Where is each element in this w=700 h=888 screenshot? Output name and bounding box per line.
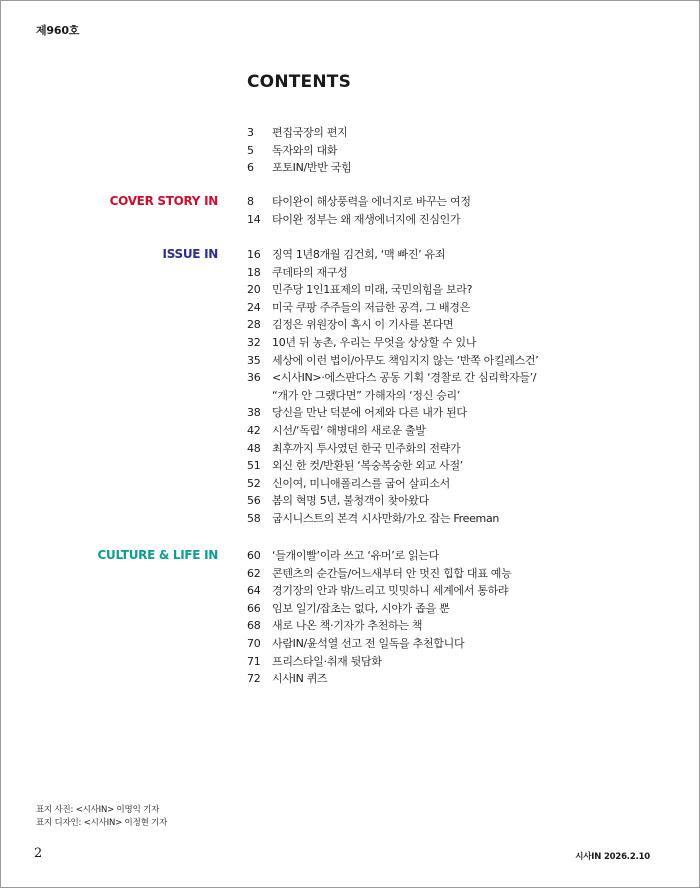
- toc-item[interactable]: [247, 670, 667, 688]
- toc-list: [247, 547, 667, 688]
- toc-page: 38: [247, 406, 261, 420]
- toc-item[interactable]: [247, 547, 667, 565]
- toc-item[interactable]: [247, 281, 667, 299]
- cover-credits: [36, 804, 167, 830]
- toc-title: 사람IN/윤석열 선고 전 일독을 추천합니다: [272, 636, 465, 650]
- toc-title: 경기장의 안과 밖/느리고 밋밋하니 세계에서 통하랴: [272, 584, 509, 598]
- section-label-issue-in: ISSUE IN: [162, 247, 218, 261]
- toc-title: 타이완이 해상풍력을 에너지로 바꾸는 여정: [272, 195, 471, 208]
- toc-page: 72: [247, 672, 261, 686]
- toc-item[interactable]: [247, 475, 667, 493]
- toc-item[interactable]: [247, 299, 667, 317]
- toc-page: 18: [247, 265, 261, 279]
- toc-title: 미국 쿠팡 주주들의 저급한 공격, 그 배경은: [272, 300, 470, 314]
- toc-page: 68: [247, 619, 261, 633]
- toc-item[interactable]: [247, 600, 667, 618]
- toc-title: 포토IN/반반 국힘: [272, 161, 352, 175]
- publication-date: 시사IN 2026.2.10: [575, 852, 650, 862]
- toc-title: 당신을 만난 덕분에 어제와 다른 내가 된다: [272, 406, 467, 420]
- toc-page: 35: [247, 353, 261, 367]
- toc-title: 임보 일기/잡초는 없다, 시야가 좁을 뿐: [272, 601, 450, 615]
- toc-item[interactable]: [247, 617, 667, 635]
- toc-title: ‘들개이빨’이라 쓰고 ‘유머’로 읽는다: [272, 549, 439, 562]
- toc-title: 굽시니스트의 본격 시사만화/가오 잡는 Freeman: [272, 511, 500, 525]
- toc-page: 51: [247, 459, 261, 473]
- toc-title: 편집국장의 편지: [272, 126, 348, 139]
- toc-item[interactable]: [247, 635, 667, 653]
- toc-title: 새로 나온 책·기자가 추천하는 책: [272, 619, 423, 633]
- toc-item[interactable]: [247, 352, 667, 370]
- issue-number: 제960호: [36, 24, 80, 37]
- toc-title: 민주당 1인1표제의 미래, 국민의힘을 보라?: [272, 283, 473, 297]
- toc-page: 6: [247, 161, 254, 175]
- toc-item[interactable]: [247, 422, 667, 440]
- toc-page: 56: [247, 494, 261, 508]
- toc-item[interactable]: [247, 264, 667, 282]
- toc-page: 64: [247, 584, 261, 598]
- toc-item[interactable]: [247, 124, 667, 142]
- toc-page: 36: [247, 371, 261, 385]
- toc-item[interactable]: [247, 582, 667, 600]
- toc-page: 62: [247, 566, 261, 580]
- toc-title: 타이완 정부는 왜 재생에너지에 진심인가: [272, 212, 461, 226]
- toc-page: 3: [247, 126, 254, 139]
- toc-page: 5: [247, 143, 254, 157]
- toc-title: 봄의 혁명 5년, 불청객이 찾아왔다: [272, 494, 429, 508]
- toc-page: 48: [247, 441, 261, 455]
- toc-page: 32: [247, 335, 261, 349]
- toc-item[interactable]: [247, 510, 667, 528]
- section-label-cover-story: COVER STORY IN: [109, 194, 218, 208]
- toc-item[interactable]: [247, 142, 667, 160]
- section-label-culture-life: CULTURE & LIFE IN: [97, 548, 218, 562]
- toc-title: 세상에 이런 법이/아무도 책임지지 않는 ‘반쪽 아킬레스건’: [272, 353, 539, 367]
- toc-page: 60: [247, 549, 261, 562]
- toc-item[interactable]: [247, 653, 667, 671]
- toc-title: 외신 한 컷/반환된 ‘복숭복숭한 외교 사절’: [272, 459, 463, 473]
- contents-title: CONTENTS: [247, 72, 352, 92]
- cover-photo-credit: 표지 사진: <시사IN> 이명익 기자: [36, 805, 160, 815]
- toc-page: 66: [247, 601, 261, 615]
- toc-title: 시선/‘독립’ 해병대의 새로운 출발: [272, 423, 426, 437]
- toc-page: 70: [247, 636, 261, 650]
- toc-title: 프리스타일·취재 뒷담화: [272, 654, 382, 668]
- toc-title: 독자와의 대화: [272, 143, 338, 157]
- toc-item[interactable]: [247, 565, 667, 583]
- toc-item[interactable]: [247, 193, 667, 211]
- toc-item[interactable]: [247, 457, 667, 475]
- toc-page: 14: [247, 212, 261, 226]
- toc-title: 시사IN 퀴즈: [272, 672, 328, 686]
- toc-page: 42: [247, 423, 261, 437]
- toc-item[interactable]: [247, 334, 667, 352]
- toc-item[interactable]: [247, 316, 667, 334]
- toc-title: 신이여, 미니애폴리스를 굽어 살피소서: [272, 476, 451, 490]
- toc-page: 8: [247, 195, 254, 208]
- page-number: 2: [34, 846, 43, 861]
- toc-item[interactable]: [247, 246, 667, 264]
- toc-item[interactable]: [247, 369, 667, 404]
- toc-title: 김정은 위원장이 혹시 이 기사를 본다면: [272, 318, 454, 332]
- cover-design-credit: 표지 디자인: <시사IN> 이정현 기자: [36, 818, 168, 828]
- toc-title: 10년 뒤 농촌, 우리는 무엇을 상상할 수 있나: [272, 335, 477, 349]
- toc-title: 최후까지 투사였던 한국 민주화의 전략가: [272, 441, 461, 455]
- toc-page: 20: [247, 283, 261, 297]
- toc-page: 58: [247, 511, 261, 525]
- toc-item[interactable]: [247, 440, 667, 458]
- toc-item[interactable]: [247, 211, 667, 229]
- toc-list: [247, 124, 667, 177]
- toc-page: 52: [247, 476, 261, 490]
- toc-item[interactable]: [247, 492, 667, 510]
- toc-list: [247, 193, 667, 228]
- toc-page: 16: [247, 248, 261, 261]
- toc-list: [247, 246, 667, 528]
- toc-title: 쿠데타의 재구성: [272, 265, 348, 279]
- toc-page: 71: [247, 654, 261, 668]
- toc-page: 24: [247, 300, 261, 314]
- toc-item[interactable]: [247, 159, 667, 177]
- toc-page: 28: [247, 318, 261, 332]
- toc-title: 콘텐츠의 순간들/어느새부터 안 멋진 힙합 대표 예능: [272, 566, 512, 580]
- toc-title: <시사IN>·에스판다스 공동 기획 ‘경찰로 간 심리학자들’/ “개가 안 그랬다면” 가해자의 ‘정신 승리’: [272, 371, 537, 402]
- toc-title: 징역 1년8개월 김건희, ‘맥 빠진’ 유죄: [272, 248, 446, 261]
- toc-item[interactable]: [247, 404, 667, 422]
